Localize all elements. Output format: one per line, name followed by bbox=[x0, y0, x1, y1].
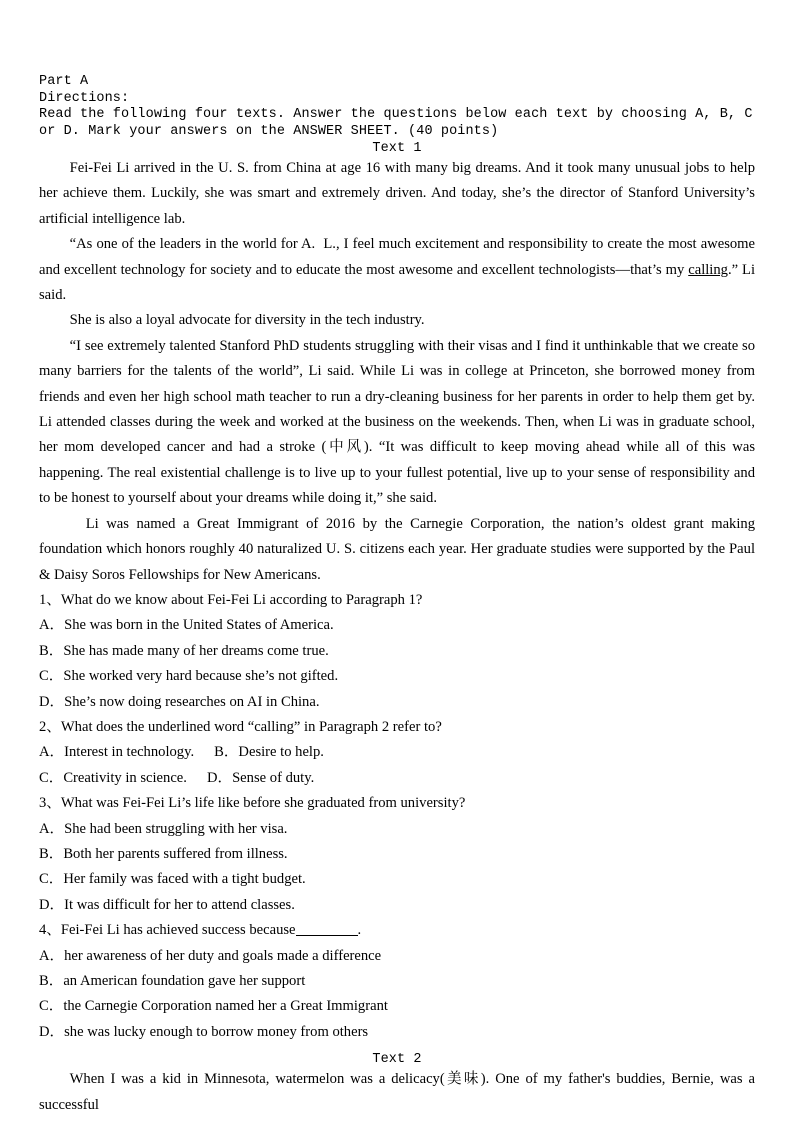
text2-heading: Text 2 bbox=[372, 1052, 422, 1068]
paragraph-part: .” Li said. bbox=[39, 261, 755, 304]
option-3c[interactable]: C．Her family was faced with a tight budget. bbox=[39, 871, 306, 888]
question-stem: What was Fei-Fei Li’s life like before she graduated from university? bbox=[60, 795, 466, 812]
question-number: 2、 bbox=[39, 718, 61, 735]
option-2a[interactable]: A．Interest in technology. bbox=[39, 744, 195, 761]
paragraph: Fei-Fei Li arrived in the U. S. from China at age 16 with many big dreams. And it took many unusual jobs to help her achieve them. Luckily, she was smart and extremely driven. And today, she’s the director of Stanford University’s artificial intelligence lab. bbox=[39, 160, 755, 227]
paragraph: “I see extremely talented Stanford PhD students struggling with their visas and I find it unthinkable that we create so many barriers for the talents of the world”, Li said. While Li was in college at Princeton, she borrowed money from friends and even her high school math teacher to run a dry-cleaning business for her parents in order to help them get by. Li attended classes during the week and worked at the business on the weekends. Then, when Li was in graduate school, her mom developed cancer and had a stroke (中风). “It was difficult to keep moving ahead while all of this was happening. The real existential challenge is to live up to your fullest potential, live up to your sense of responsibility and to be honest to yourself about your dreams while doing it,” she said. bbox=[39, 337, 755, 507]
question-number: 1、 bbox=[39, 591, 61, 608]
question-4 bbox=[39, 918, 755, 943]
paragraph-part: “As one of the leaders in the world for A. L., I feel much excitement and responsibility to create the most awesome and excellent technology for society and to educate the most awesome and excellent technologists—that’s my bbox=[39, 236, 755, 278]
answer-blank[interactable] bbox=[296, 935, 358, 936]
paragraph: When I was a kid in Minnesota, watermelon was a delicacy(美味). One of my father's buddies, Bernie, was a successful bbox=[39, 1071, 755, 1113]
option-row-2cd bbox=[39, 766, 755, 791]
option-3a[interactable]: A．She had been struggling with her visa. bbox=[39, 820, 288, 837]
question-2 bbox=[39, 715, 755, 740]
option-1c[interactable]: C．She worked very hard because she’s not gifted. bbox=[39, 668, 339, 685]
option-4d[interactable]: D．she was lucky enough to borrow money from others bbox=[39, 1023, 369, 1040]
text1-heading: Text 1 bbox=[372, 141, 422, 156]
underlined-word-calling: calling bbox=[688, 261, 728, 278]
question-1 bbox=[39, 588, 755, 613]
question-stem: What does the underlined word “calling” in Paragraph 2 refer to? bbox=[60, 718, 442, 735]
part-label: Part A bbox=[39, 74, 89, 89]
option-2c[interactable]: C．Creativity in science. bbox=[39, 769, 187, 786]
text1-body bbox=[39, 156, 755, 588]
text2-body bbox=[39, 1067, 755, 1118]
option-1b[interactable]: B．She has made many of her dreams come true. bbox=[39, 642, 329, 659]
option-4c[interactable]: C．the Carnegie Corporation named her a Great Immigrant bbox=[39, 998, 388, 1015]
question-number: 3、 bbox=[39, 795, 61, 812]
option-1d[interactable]: D．She’s now doing researches on AI in China. bbox=[39, 693, 320, 710]
question-stem-end: . bbox=[357, 922, 362, 939]
option-4b[interactable]: B．an American foundation gave her support bbox=[39, 973, 306, 989]
option-1a[interactable]: A．She was born in the United States of America. bbox=[39, 617, 334, 634]
paragraph: She is also a loyal advocate for diversity in the tech industry. bbox=[69, 312, 425, 329]
option-4a[interactable]: A．her awareness of her duty and goals made a difference bbox=[39, 947, 382, 964]
question-stem: What do we know about Fei-Fei Li according to Paragraph 1? bbox=[60, 591, 423, 608]
option-2d[interactable]: D．Sense of duty. bbox=[206, 769, 315, 786]
directions-text: Read the following four texts. Answer the questions below each text by choosing A, B, C or D. Mark your answers on the ANSWER SHEET. (40 points) bbox=[39, 107, 753, 139]
option-2b[interactable]: B．Desire to help. bbox=[214, 744, 324, 761]
question-stem: Fei-Fei Li has achieved success because bbox=[60, 922, 296, 939]
question-number: 4、 bbox=[39, 922, 61, 939]
directions-label: Directions: bbox=[39, 90, 130, 106]
paragraph: Li was named a Great Immigrant of 2016 by the Carnegie Corporation, the nation’s oldest grant making foundation which honors roughly 40 naturalized U. S. citizens each year. Her graduate studies were supported by the Paul & Daisy Soros Fellowships for New Americans. bbox=[39, 515, 755, 583]
option-row-2ab bbox=[39, 740, 755, 765]
question-3 bbox=[39, 791, 755, 816]
paragraph bbox=[39, 232, 755, 308]
option-3d[interactable]: D．It was difficult for her to attend classes. bbox=[39, 896, 295, 913]
text1-questions bbox=[39, 588, 755, 1045]
option-3b[interactable]: B．Both her parents suffered from illness. bbox=[39, 845, 288, 862]
directions-block bbox=[39, 74, 755, 140]
